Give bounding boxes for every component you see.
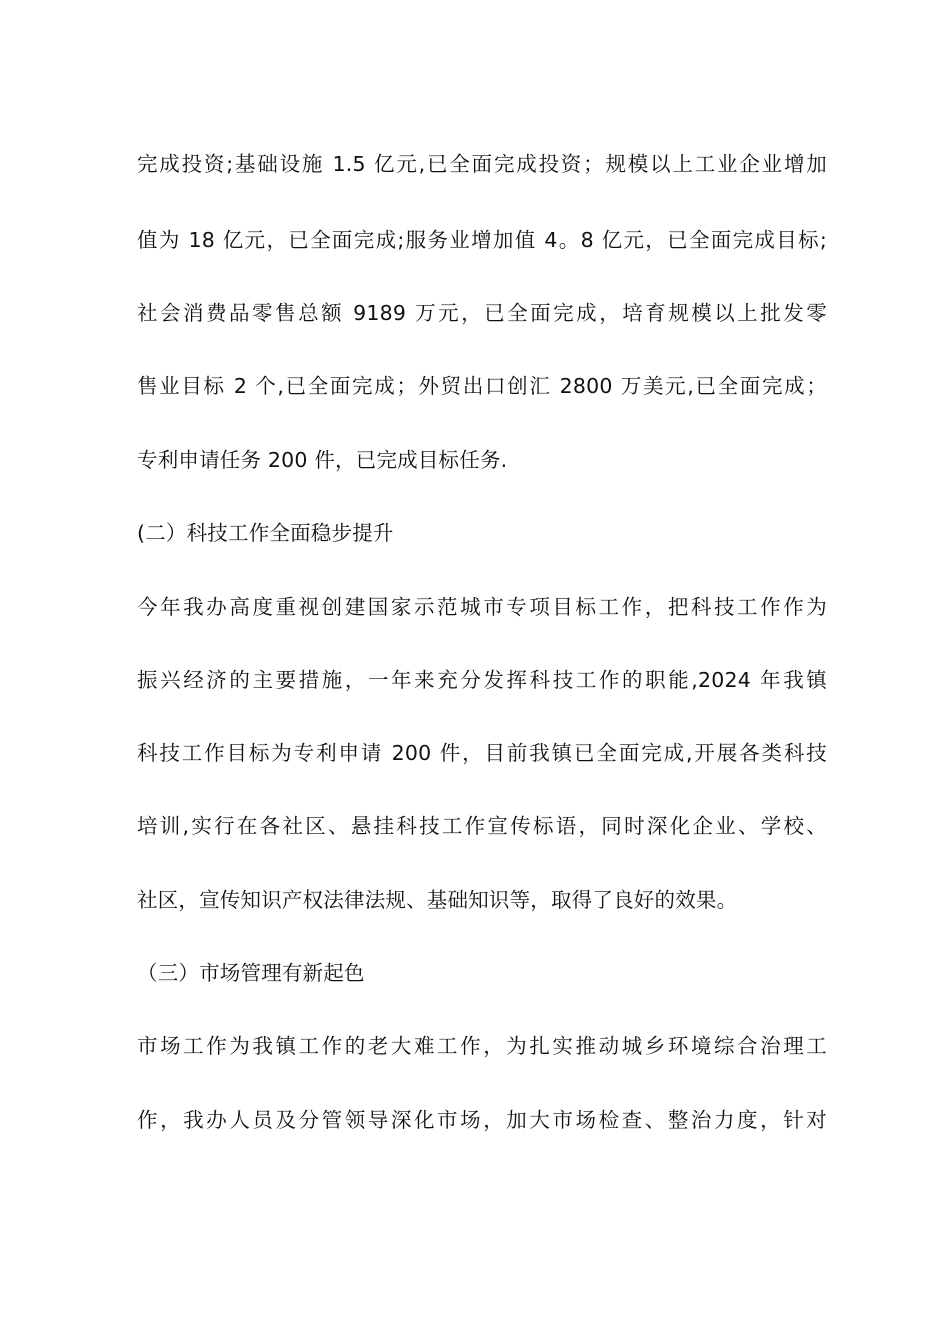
paragraph-line: 完成投资;基础设施 1.5 亿元,已全面完成投资；规模以上工业企业增加 <box>137 152 827 176</box>
paragraph-line: 市场工作为我镇工作的老大难工作，为扎实推动城乡环境综合治理工 <box>137 1034 827 1058</box>
paragraph-line: 社区，宣传知识产权法律法规、基础知识等，取得了良好的效果。 <box>137 888 738 912</box>
paragraph-line: 社会消费品零售总额 9189 万元，已全面完成，培育规模以上批发零 <box>137 301 827 325</box>
paragraph-line: 专利申请任务 200 件，已完成目标任务. <box>137 448 508 472</box>
section-heading: (二）科技工作全面稳步提升 <box>137 521 394 545</box>
paragraph-line: 科技工作目标为专利申请 200 件，目前我镇已全面完成,开展各类科技 <box>137 741 827 765</box>
section-heading: （三）市场管理有新起色 <box>137 961 365 985</box>
paragraph-line: 售业目标 2 个,已全面完成；外贸出口创汇 2800 万美元,已全面完成； <box>137 374 827 398</box>
paragraph-line: 作，我办人员及分管领导深化市场，加大市场检查、整治力度，针对 <box>137 1108 827 1132</box>
paragraph-line: 值为 18 亿元，已全面完成;服务业增加值 4。8 亿元，已全面完成目标; <box>137 228 827 252</box>
paragraph-line: 今年我办高度重视创建国家示范城市专项目标工作，把科技工作作为 <box>137 595 827 619</box>
paragraph-line: 培训,实行在各社区、悬挂科技工作宣传标语，同时深化企业、学校、 <box>137 814 827 838</box>
paragraph-line: 振兴经济的主要措施，一年来充分发挥科技工作的职能,2024 年我镇 <box>137 668 827 692</box>
